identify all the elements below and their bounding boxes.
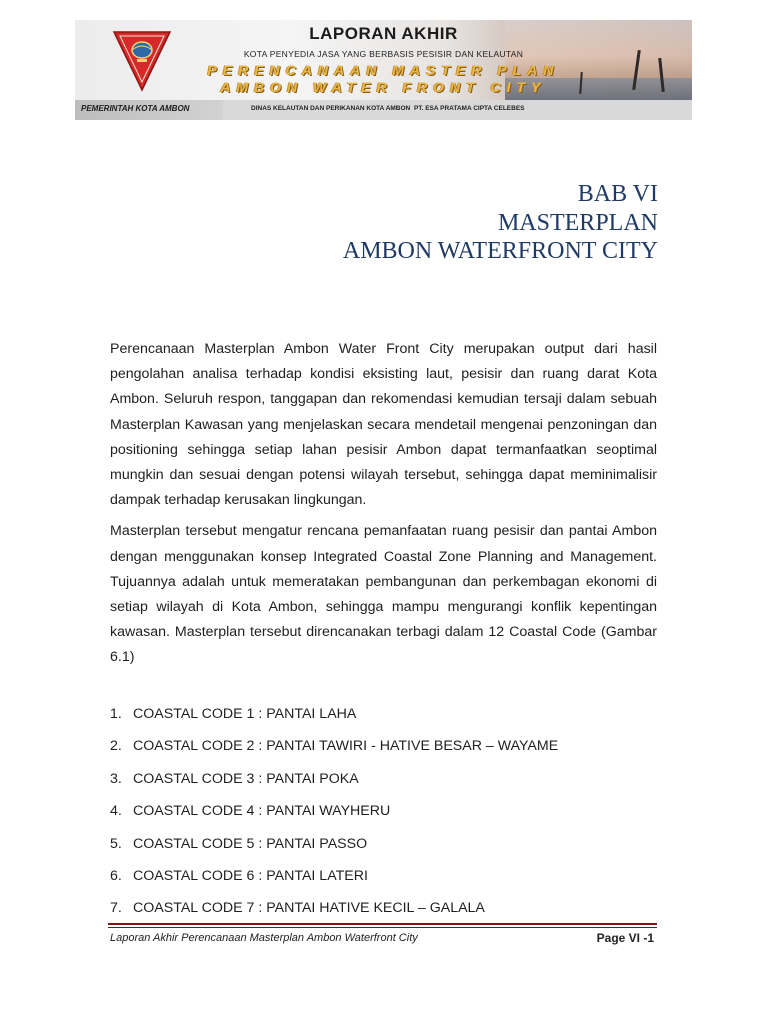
list-item (110, 769, 657, 801)
banner-company-label: PT. ESA PRATAMA CIPTA CELEBES (414, 105, 525, 112)
banner-project-line1: PERENCANAAN MASTER PLAN (207, 62, 560, 78)
chapter-heading (343, 180, 658, 266)
paragraph: Perencanaan Masterplan Ambon Water Front City merupakan output dari hasil pengolahan analisa terhadap kondisi eksisting laut, pesisir dan ruang darat Kota Ambon. Seluruh respon, tanggapan dan rekomendasi kemudian tersaji dalam sebuah Masterplan Kawasan yang menjelaskan secara mendetail mengenai penzoningan dan positioning sehingga setiap lahan pesisir Ambon dapat termanfaatkan seoptimal mungkin dan sesuai dengan potensi wilayah tersebut, sehingga dapat meminimalisir dampak terhadap kerusakan lingkungan. (110, 341, 657, 509)
banner-project-line2: AMBON WATER FRONT CITY (220, 79, 547, 95)
list-number: 1. (110, 706, 122, 722)
paragraph: Masterplan tersebut mengatur rencana pemanfaatan ruang pesisir dan pantai Ambon dengan menggunakan konsep Integrated Coastal Zone Planning and Management. Tujuannya adalah untuk memeratakan pembangunan dan perkembagan ekonomi di setiap wilayah di Kota Ambon, sehingga mampu mengurangi konflik kepentingan kawasan. Masterplan tersebut direncanakan terbagi dalam 12 Coastal Code (Gambar 6.1) (110, 523, 657, 666)
footer-rule-thick (108, 923, 657, 925)
list-text: COASTAL CODE 5 : PANTAI PASSO (133, 835, 368, 852)
list-number: 2. (110, 738, 122, 755)
banner-subtitle: KOTA PENYEDIA JASA YANG BERBASIS PESISIR DAN KELAUTAN (243, 49, 524, 59)
banner-government-label: PEMERINTAH KOTA AMBON (81, 104, 190, 113)
list-item (110, 898, 657, 930)
footer-page-number: Page VI -1 (596, 931, 654, 945)
list-text: COASTAL CODE 4 : PANTAI WAYHERU (133, 803, 391, 820)
list-number: 4. (110, 803, 122, 820)
list-item (110, 736, 657, 768)
list-text: COASTAL CODE 7 : PANTAI HATIVE KECIL – GALALA (133, 900, 485, 917)
list-text: COASTAL CODE 1 : PANTAI LAHA (133, 706, 357, 722)
chapter-number: BAB VI (577, 181, 658, 207)
list-item (110, 834, 657, 866)
list-item (110, 801, 657, 833)
banner-title: LAPORAN AKHIR (309, 24, 458, 43)
list-number: 5. (110, 835, 122, 852)
report-header-banner (75, 20, 692, 120)
coastal-code-list (110, 704, 657, 931)
list-item (110, 704, 657, 736)
list-number: 7. (110, 900, 122, 917)
list-number: 3. (110, 770, 122, 787)
banner-agency-label: DINAS KELAUTAN DAN PERIKANAN KOTA AMBON (251, 105, 411, 112)
footer-document-title: Laporan Akhir Perencanaan Masterplan Ambon Waterfront City (110, 932, 418, 944)
list-number: 6. (110, 867, 122, 884)
chapter-title-line2: AMBON WATERFRONT CITY (342, 238, 658, 264)
footer-rule-thin (108, 927, 657, 928)
list-text: COASTAL CODE 2 : PANTAI TAWIRI - HATIVE BESAR – WAYAME (133, 738, 559, 755)
chapter-title-line1: MASTERPLAN (497, 209, 658, 236)
body-text (110, 337, 657, 677)
list-text: COASTAL CODE 6 : PANTAI LATERI (133, 867, 368, 884)
list-item (110, 866, 657, 898)
list-text: COASTAL CODE 3 : PANTAI POKA (133, 770, 359, 787)
